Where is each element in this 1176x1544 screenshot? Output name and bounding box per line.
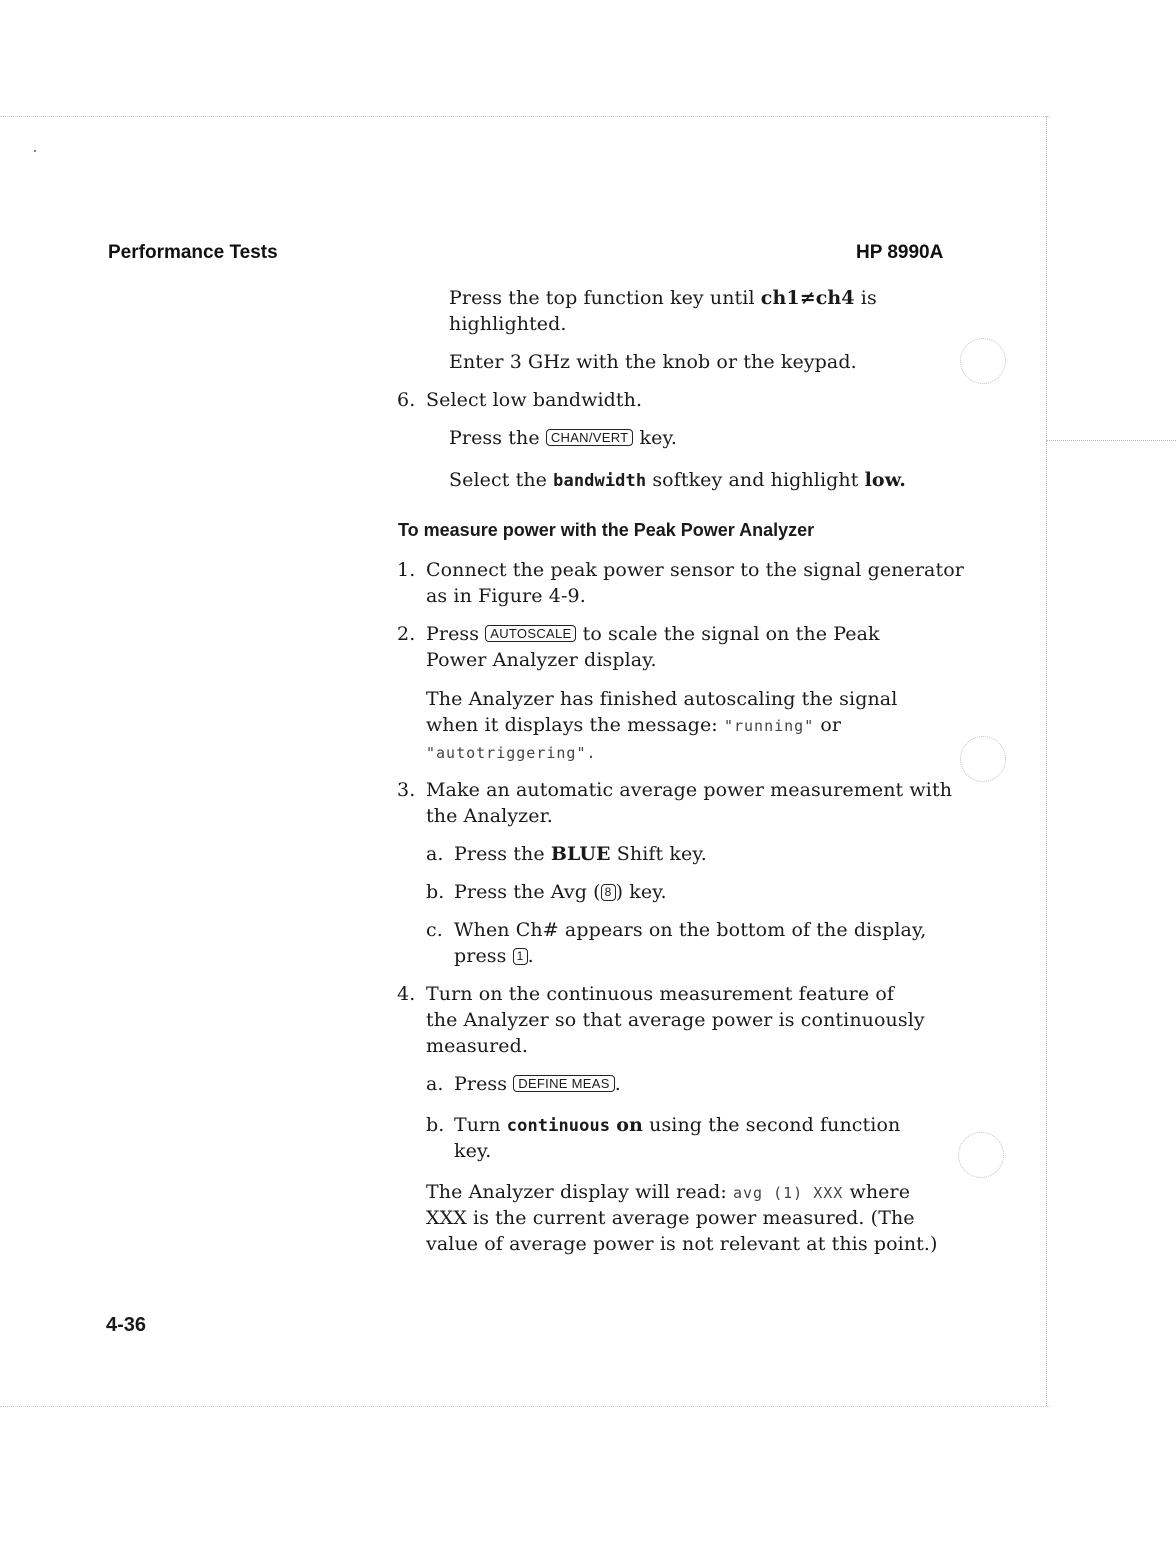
text: ) key. xyxy=(615,881,667,903)
step-2-note-line1: The Analyzer has finished autoscaling the signal xyxy=(426,688,898,710)
softkey-label: low. xyxy=(864,469,906,491)
step-1-text-cont: as in Figure 4-9. xyxy=(426,585,586,607)
text: Press the xyxy=(454,843,545,865)
page-trim-top xyxy=(0,116,1050,117)
softkey-code: continuous xyxy=(506,1116,611,1136)
softkey-label: ch1≠ch4 xyxy=(760,287,855,309)
text: . xyxy=(614,1073,621,1095)
display-message-autotriggering: "autotriggering". xyxy=(426,744,597,762)
paragraph-enter-frequency: Enter 3 GHz with the knob or the keypad. xyxy=(449,351,857,373)
step-2-note-line2 xyxy=(426,712,841,739)
text: softkey and highlight xyxy=(652,469,859,491)
text: Press xyxy=(426,623,480,645)
step-3a-mark: a. xyxy=(426,843,444,865)
chan-vert-key: CHAN/VERT xyxy=(546,429,634,446)
step-3b-text xyxy=(454,879,667,905)
step-2-number: 2. xyxy=(397,623,416,645)
text: Press the Avg ( xyxy=(454,881,601,903)
step-3-number: 3. xyxy=(397,779,416,801)
punch-hole-middle xyxy=(960,736,1006,782)
text: to scale the signal on the Peak xyxy=(582,623,880,645)
define-meas-key: DEFINE MEAS xyxy=(513,1075,614,1092)
section-title: To measure power with the Peak Power Analyzer xyxy=(398,520,815,540)
softkey-label: on xyxy=(616,1114,643,1136)
key-8: 8 xyxy=(601,884,616,901)
step-4-number: 4. xyxy=(397,983,416,1005)
paragraph-function-key-cont: highlighted. xyxy=(449,313,567,335)
text: using the second function xyxy=(649,1114,901,1136)
step-4-note-line3: value of average power is not relevant at this point.) xyxy=(426,1233,938,1255)
display-readout: avg (1) XXX xyxy=(733,1184,844,1202)
running-header-model: HP 8990A xyxy=(856,242,944,263)
step-3-text-cont: the Analyzer. xyxy=(426,805,553,827)
step-6-text: Select low bandwidth. xyxy=(426,389,643,411)
text: Shift key. xyxy=(616,843,707,865)
step-3c-text: When Ch# appears on the bottom of the display, xyxy=(454,919,927,941)
step-4b-text xyxy=(454,1112,900,1139)
text: when it displays the message: xyxy=(426,714,718,736)
text: press xyxy=(454,945,507,967)
display-message-running: "running" xyxy=(723,717,815,735)
step-4-note-line2: XXX is the current average power measured. (The xyxy=(426,1207,915,1229)
scan-speck xyxy=(34,150,36,152)
paragraph-bandwidth xyxy=(449,467,906,494)
text: Press the top function key until xyxy=(449,287,755,309)
page-trim-bottom xyxy=(0,1406,1050,1407)
autoscale-key: AUTOSCALE xyxy=(485,625,576,642)
step-4-text-cont2: measured. xyxy=(426,1035,529,1057)
softkey-code: bandwidth xyxy=(553,471,647,491)
step-3b-mark: b. xyxy=(426,881,445,903)
page-trim-tab xyxy=(1046,440,1176,441)
key-1: 1 xyxy=(513,948,528,965)
step-4b-mark: b. xyxy=(426,1114,445,1136)
page-number: 4-36 xyxy=(106,1314,147,1336)
punch-hole-top xyxy=(960,338,1006,384)
step-3-text: Make an automatic average power measurement with xyxy=(426,779,953,801)
blue-key-label: BLUE xyxy=(550,843,611,865)
step-3a-text xyxy=(454,841,707,867)
text: The Analyzer display will read: xyxy=(426,1181,727,1203)
text: key. xyxy=(639,427,677,449)
step-2-text xyxy=(426,621,880,647)
step-4-text: Turn on the continuous measurement feature of xyxy=(426,983,894,1005)
step-4a-mark: a. xyxy=(426,1073,444,1095)
paragraph-function-key xyxy=(449,285,877,311)
running-header-title: Performance Tests xyxy=(108,242,278,263)
text: Press the xyxy=(449,427,540,449)
text: . xyxy=(527,945,534,967)
text: Press xyxy=(454,1073,508,1095)
step-4b-text-cont: key. xyxy=(454,1140,492,1162)
text: Select the xyxy=(449,469,548,491)
text: where xyxy=(849,1181,911,1203)
page-trim-right xyxy=(1046,116,1047,1406)
text: is xyxy=(860,287,877,309)
step-1-number: 1. xyxy=(397,559,416,581)
step-2-text-cont: Power Analyzer display. xyxy=(426,649,657,671)
step-3c-mark: c. xyxy=(426,919,443,941)
step-3c-text-cont xyxy=(454,943,534,969)
step-6-number: 6. xyxy=(397,389,416,411)
step-1-text: Connect the peak power sensor to the signal generator xyxy=(426,559,964,581)
punch-hole-bottom xyxy=(958,1132,1004,1178)
text: Turn xyxy=(454,1114,501,1136)
step-4-note-line1 xyxy=(426,1179,910,1206)
step-4a-text xyxy=(454,1071,621,1097)
step-4-text-cont: the Analyzer so that average power is continuously xyxy=(426,1009,925,1031)
text: or xyxy=(820,714,842,736)
paragraph-chan-vert xyxy=(449,425,677,451)
